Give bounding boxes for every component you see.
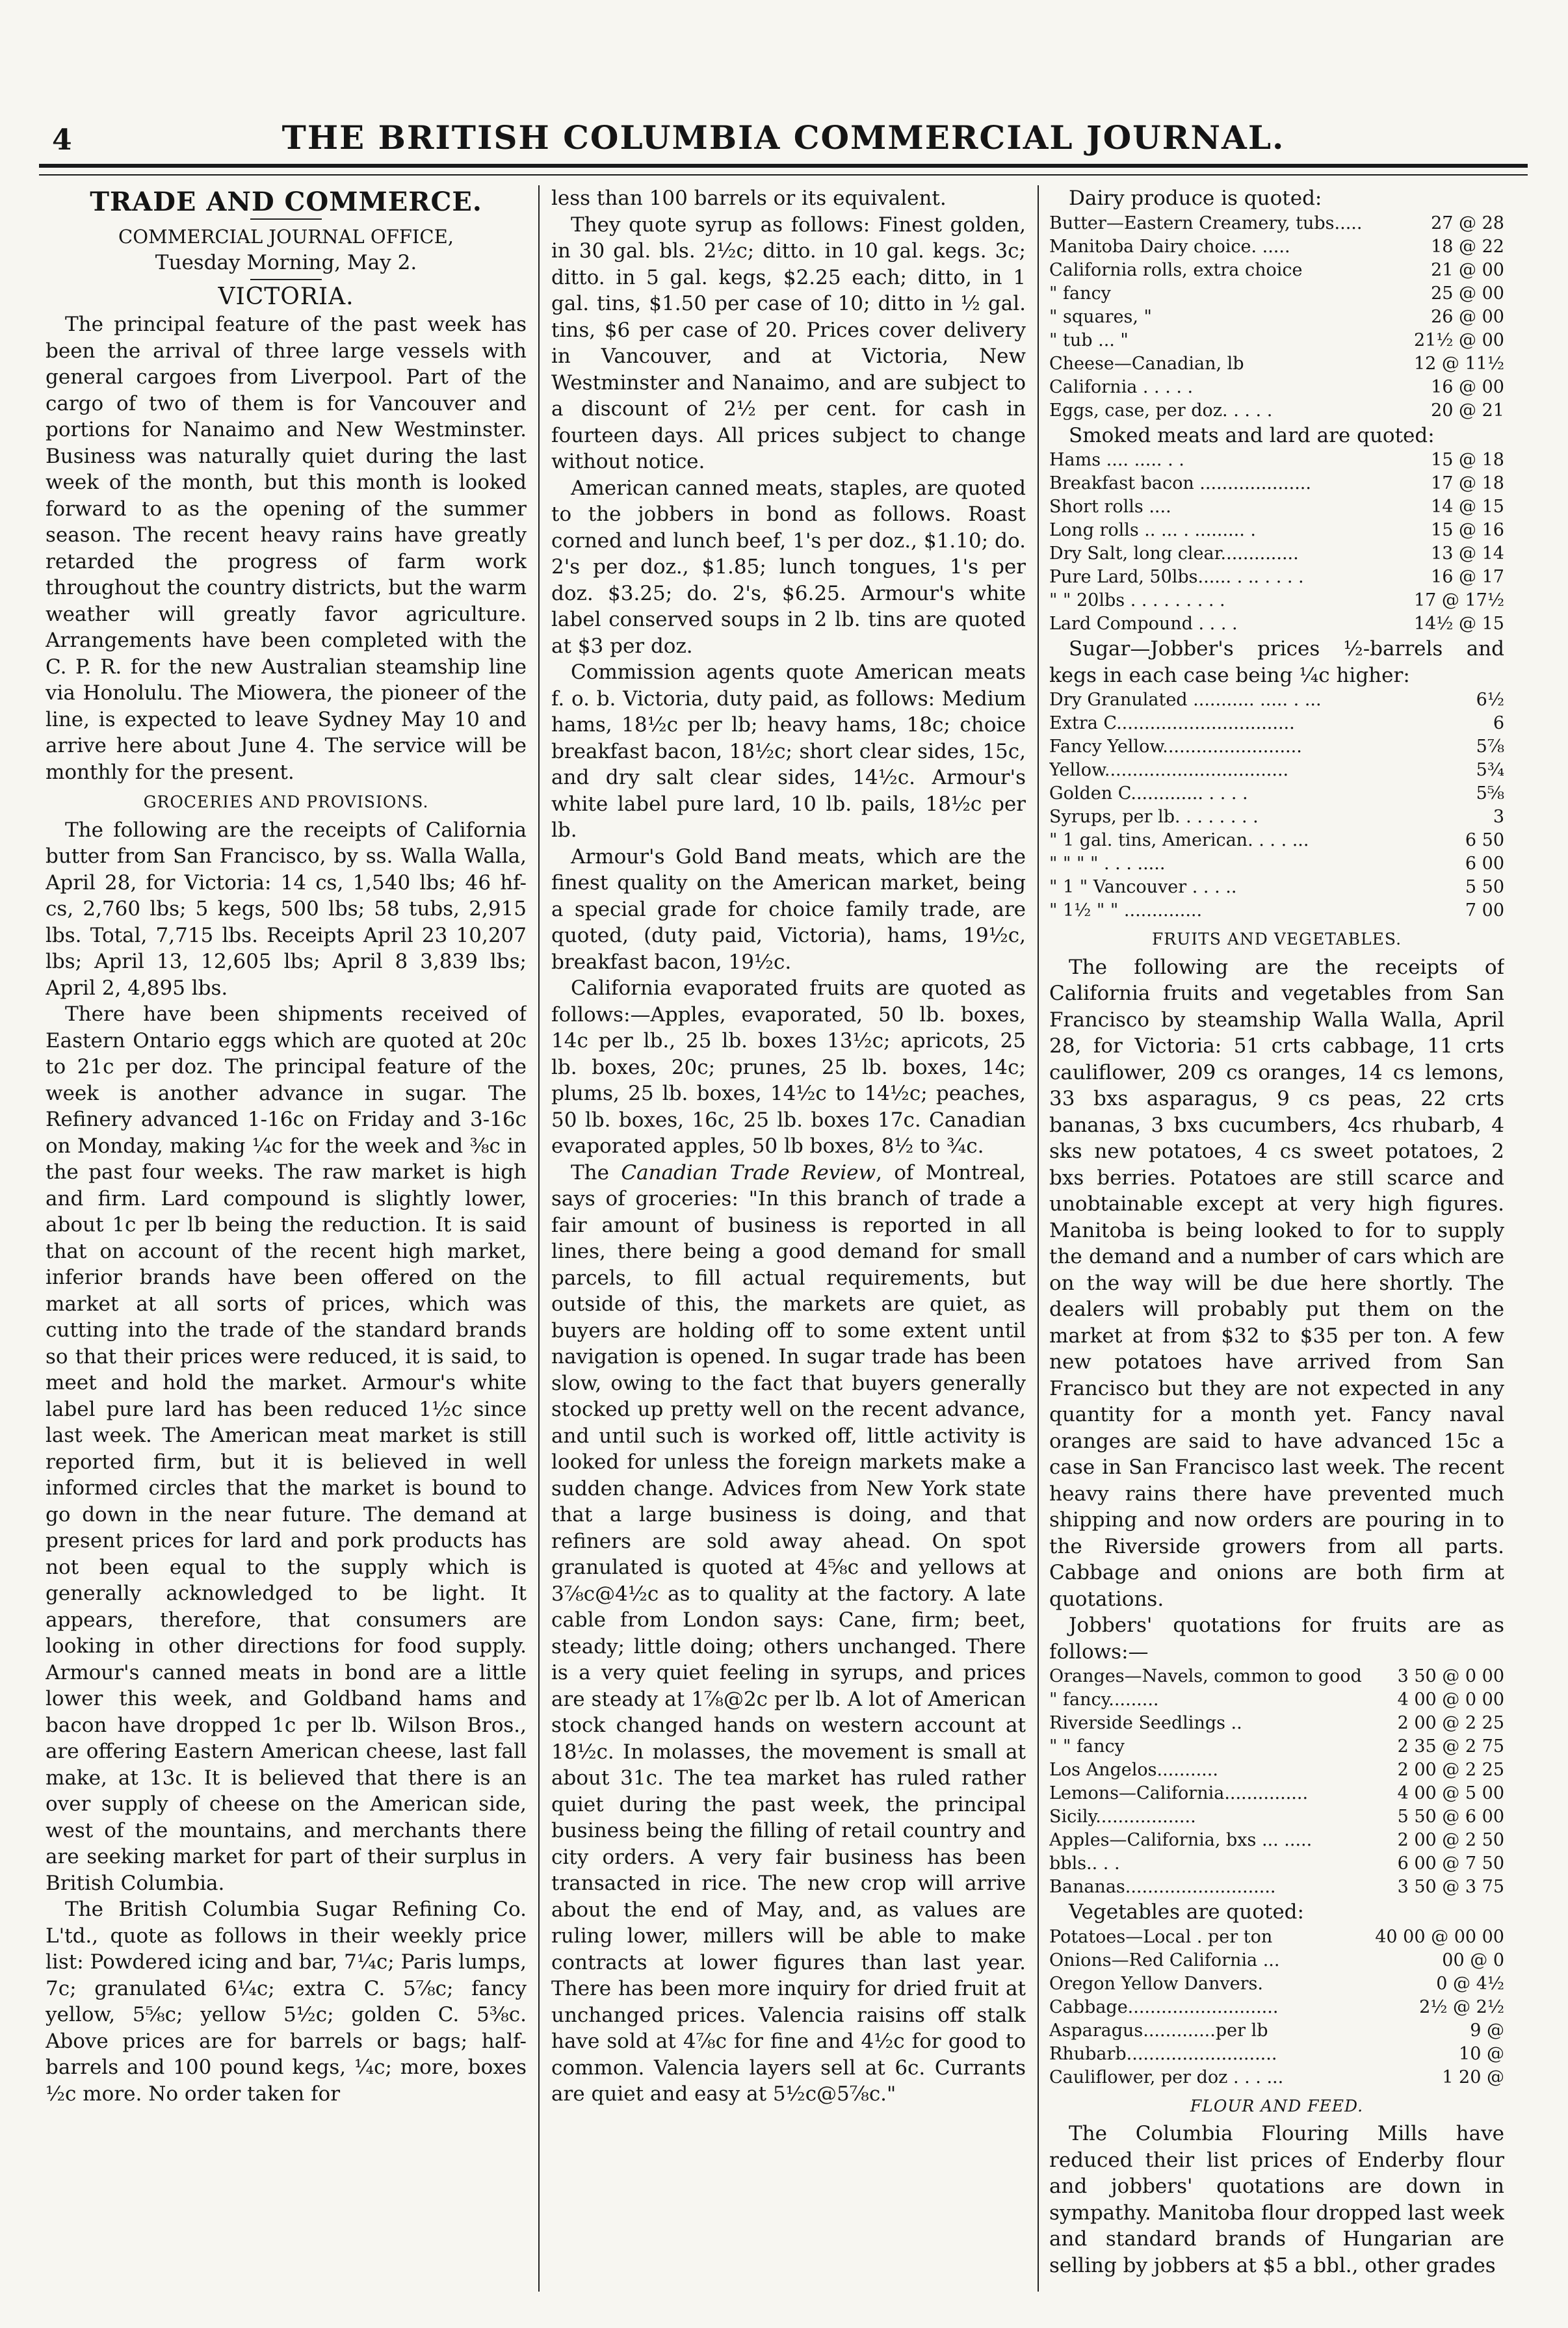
- publication-name: Canadian Trade Review: [621, 1160, 876, 1184]
- price-label: California . . . . .: [1049, 376, 1194, 397]
- sugar-price-list: [1049, 688, 1504, 922]
- date-rule: [250, 279, 322, 280]
- paragraph: [551, 1160, 1026, 2108]
- paragraph: The Columbia Flouring Mills have reduced their list prices of Enderby flour and jobbers' quotations are down in sympathy. Manitoba flour dropped last week and standard brands of Hungarian are selling by jobbers at $5 a bbl., other grades: [1049, 2122, 1504, 2277]
- price-label: Oranges—Navels, common to good: [1049, 1666, 1362, 1686]
- price-value: 5⅞: [1476, 737, 1504, 757]
- price-row: [1049, 589, 1504, 612]
- price-row: [1049, 1926, 1504, 1949]
- subsection-heading: FRUITS AND VEGETABLES.: [1151, 930, 1402, 948]
- price-label: " tub ... ": [1049, 330, 1129, 350]
- text-run: The: [571, 1160, 621, 1184]
- price-value: 2 35 @ 2 75: [1397, 1736, 1504, 1757]
- price-value: 2 00 @ 2 25: [1397, 1760, 1504, 1780]
- page-number: 4: [52, 124, 72, 157]
- price-label: Breakfast bacon ....................: [1049, 473, 1311, 493]
- price-value: 21½ @ 00: [1413, 330, 1504, 350]
- price-row: [1049, 329, 1504, 352]
- price-row: [1049, 1665, 1504, 1688]
- paragraph: The following are the receipts of California butter from San Francisco, by ss. Walla Walla, April 28, for Victoria: 14 cs, 1,540 lbs; 46 hf-cs, 2,760 lbs; 5 kegs, 500 lbs; 58 tubs, 2,915 lbs. Total, 7,715 lbs. Receipts April 23 10,207 lbs; April 13, 12,605 lbs; April 8 3,839 lbs; April 2, 4,895 lbs.: [46, 818, 527, 1000]
- price-value: 3: [1493, 807, 1504, 827]
- price-label: Rhubarb...........................: [1049, 2043, 1277, 2064]
- price-label: " squares, ": [1049, 306, 1152, 327]
- price-value: 0 @ 4½: [1436, 1973, 1504, 1994]
- price-label: Yellow.................................: [1049, 760, 1289, 780]
- price-label: " 1½ " " ..............: [1049, 900, 1203, 921]
- price-value: 6 00 @ 7 50: [1397, 1853, 1504, 1874]
- price-row: [1049, 1996, 1504, 2019]
- price-label: Butter—Eastern Creamery, tubs.....: [1049, 213, 1363, 233]
- column-1: [46, 185, 527, 2292]
- price-label: bbls.. . .: [1049, 1853, 1120, 1874]
- price-row: [1049, 805, 1504, 829]
- price-row: [1049, 735, 1504, 759]
- price-value: 15 @ 16: [1431, 520, 1504, 540]
- price-value: 20 @ 21: [1431, 400, 1504, 421]
- price-row: [1049, 1688, 1504, 1712]
- column-divider: [538, 185, 540, 2292]
- price-row: [1049, 829, 1504, 852]
- price-value: 3 50 @ 3 75: [1397, 1877, 1504, 1897]
- price-row: [1049, 712, 1504, 735]
- price-value: 9 @: [1470, 2020, 1504, 2041]
- price-label: Long rolls .. ... . ......... .: [1049, 520, 1256, 540]
- price-row: [1049, 1805, 1504, 1829]
- price-row: [1049, 235, 1504, 259]
- price-label: Potatoes—Local . per ton: [1049, 1926, 1273, 1947]
- paragraph: The principal feature of the past week has been the arrival of three large vessels with general cargoes from Liverpool. Part of the cargo of two of them is for Vancouver and portions for Nanaimo and New Westminster. Business was naturally quiet during the last week of the month, but this month is looked forward to as the opening of the summer season. The recent heavy rains have greatly retarded the progress of farm work throughout the country districts, but the warm weather will greatly favor agriculture. Arrangements have been completed with the C. P. R. for the new Australian steamship line via Honolulu. The Miowera, the pioneer of the line, is expected to leave Sydney May 10 and arrive here about June 4. The service will be monthly for the present.: [46, 313, 527, 784]
- price-label: Pure Lard, 50lbs...... . .. . . . .: [1049, 567, 1304, 587]
- price-label: Riverside Seedlings ..: [1049, 1713, 1242, 1733]
- price-value: 5 50 @ 6 00: [1397, 1807, 1504, 1827]
- price-value: 17 @ 18: [1431, 473, 1504, 493]
- price-row: [1049, 759, 1504, 782]
- price-value: 10 @: [1459, 2043, 1504, 2064]
- fruit-price-list: [1049, 1665, 1504, 1899]
- price-value: 21 @ 00: [1431, 259, 1504, 280]
- price-label: " fancy.........: [1049, 1690, 1159, 1710]
- price-row: [1049, 449, 1504, 472]
- text-run: , of Montreal, says of groceries: "In this branch of trade a fair amount of business is reported in all lines, there being a good demand for small parcels, to fill actual requirements, but outside of this, the markets are quiet, as buyers are holding off to some extent until navigation is opened. In sugar trade has been slow, owing to the fact that buyers generally stocked up pretty well on the recent advance, and until such is worked off, little activity is looked for unless the foreign markets make a sudden change. Advices from New York state that a large business is doing, and that refiners are sold away ahead. On spot granulated is quoted at 4⅝c and yellows at 3⅞c@4½c as to quality at the factory. A late cable from London says: Cane, firm; beet, steady; little doing; others unchanged. There is a very quiet feeling in syrups, and prices are steady at 1⅞@2c per lb. A lot of American stock changed hands on western account at 18½c. In molasses, the movement is small at about 31c. The tea market has ruled rather quiet during the past week, the principal business being the filling of retail country and city orders. A very fair business has been transacted in rice. The new crop will arrive about the end of May, and, as values are ruling lower, millers will be able to make contracts at lower figures than last year. There has been more inquiry for dried fruit at unchanged prices. Valencia raisins off stalk have sold at 4⅞c for fine and 4½c for good to common. Valencia layers sell at 6c. Currants are quiet and easy at 5½c@5⅞c.": [551, 1160, 1026, 2106]
- price-row: [1049, 472, 1504, 495]
- price-row: [1049, 688, 1504, 712]
- price-row: [1049, 566, 1504, 589]
- title-rule: [250, 218, 322, 220]
- price-row: [1049, 1782, 1504, 1805]
- price-label: Cheese—Canadian, lb: [1049, 353, 1244, 374]
- subsection-heading: GROCERIES AND PROVISIONS.: [143, 792, 429, 811]
- price-label: Los Angelos...........: [1049, 1760, 1218, 1780]
- table-heading: Dairy produce is quoted:: [1069, 187, 1322, 210]
- price-row: [1049, 399, 1504, 423]
- price-row: [1049, 899, 1504, 922]
- smoked-meats-price-list: [1049, 449, 1504, 636]
- price-row: [1049, 282, 1504, 306]
- price-row: [1049, 212, 1504, 235]
- price-row: [1049, 495, 1504, 519]
- price-row: [1049, 1876, 1504, 1899]
- price-row: [1049, 306, 1504, 329]
- paragraph: There have been shipments received of Eastern Ontario eggs which are quoted at 20c to 21c per doz. The principal feature of the week is another advance in sugar. The Refinery advanced 1-16c on Friday and 3-16c on Monday, making ¼c for the week and ⅜c in the past four weeks. The raw market is high and firm. Lard compound is slightly lower, about 1c per lb being the reduction. It is said that on account of the recent high market, inferior brands have been offered on the market at all sorts of prices, which was cutting into the trade of the standard brands so that their prices were reduced, it is said, to meet and hold the market. Armour's white label pure lard has been reduced 1½c since last week. The American meat market is still reported firm, but it is believed in well informed circles that the market is bound to go down in the near future. The demand at present prices for lard and pork products has not been equal to the supply which is generally acknowledged to be light. It appears, therefore, that consumers are looking in other directions for food supply. Armour's canned meats in bond are a little lower this week, and Goldband hams and bacon have dropped 1c per lb. Wilson Bros., are offering Eastern American cheese, last fall make, at 13c. It is believed that there is an over supply of cheese on the American side, west of the mountains, and merchants there are seeking market for part of their surplus in British Columbia.: [46, 1002, 527, 1895]
- paragraph: They quote syrup as follows: Finest golden, in 30 gal. bls. 2½c; ditto. in 10 gal. kegs. 3c; ditto. in 5 gal. kegs, $2.25 each; ditto, in 1 gal. tins, $1.50 per case of 10; ditto in ½ gal. tins, $6 per case of 20. Prices cover delivery in Vancouver, and at Victoria, New Westminster and Nanaimo, and are subject to a discount of 2½ per cent. for cash in fourteen days. All prices subject to change without notice.: [551, 213, 1026, 473]
- price-row: [1049, 612, 1504, 636]
- paragraph: Armour's Gold Band meats, which are the finest quality on the American market, being a special grade for choice family trade, are quoted, (duty paid, Victoria), hams, 19½c, breakfast bacon, 19½c.: [551, 844, 1026, 974]
- paragraph: California evaporated fruits are quoted as follows:—Apples, evaporated, 50 lb. boxes, 14c per lb., 25 lb. boxes 13½c; apricots, 25 lb. boxes, 20c; prunes, 25 lb. boxes, 14c; plums, 25 lb. boxes, 14½c to 14½c; peaches, 50 lb. boxes, 16c, 25 lb. boxes 17c. Canadian evaporated apples, 50 lb boxes, 8½ to ¾c.: [551, 976, 1026, 1158]
- price-row: [1049, 2043, 1504, 2066]
- paragraph: The following are the receipts of California fruits and vegetables from San Francisco by steamship Walla Walla, April 28, for Victoria: 51 crts cabbage, 11 crts cauliflower, 209 cs oranges, 14 cs lemons, 33 bxs asparagus, 9 cs peas, 22 crts bananas, 3 bxs cucumbers, 4cs rhubarb, 4 sks new potatoes, 4 cs sweet potatoes, 2 bxs berries. Potatoes are still scarce and unobtainable except at very high figures. Manitoba is being looked to for to supply the demand and a number of cars which are on the way will be due here shortly. The dealers will probably put them on the market at from $32 to $35 per ton. A few new potatoes have arrived from San Francisco but they are not expected in any quantity for a month yet. Fancy naval oranges are said to have advanced 15c a case in San Francisco last week. The recent heavy rains there have prevented much shipping and now orders are pouring in to the Riverside growers from all parts. Cabbage and onions are both firm at quotations.: [1049, 955, 1504, 1611]
- price-label: Lard Compound . . . .: [1049, 614, 1238, 634]
- price-value: 4 00 @ 5 00: [1397, 1783, 1504, 1803]
- price-row: [1049, 1852, 1504, 1876]
- price-label: Lemons—California...............: [1049, 1783, 1309, 1803]
- price-label: Dry Salt, long clear..............: [1049, 543, 1299, 564]
- price-row: [1049, 1949, 1504, 1972]
- column-2: [551, 185, 1026, 2292]
- price-label: Dry Granulated ........... ..... . ...: [1049, 690, 1322, 710]
- page-header: [39, 111, 1528, 163]
- city-heading: VICTORIA.: [218, 283, 354, 310]
- price-label: " " fancy: [1049, 1736, 1125, 1757]
- price-label: Extra C................................: [1049, 713, 1295, 733]
- price-label: Bananas...........................: [1049, 1877, 1276, 1897]
- price-label: Fancy Yellow.........................: [1049, 737, 1302, 757]
- paragraph: American canned meats, staples, are quoted to the jobbers in bond as follows. Roast corned and lunch beef, 1's per doz., $1.10; do. 2's per doz., $1.85; lunch tongues, 1's per doz. $3.25; do. 2's, $6.25. Armour's white label conserved soups in 2 lb. tins are quoted at $3 per doz.: [551, 476, 1026, 658]
- price-value: 4 00 @ 0 00: [1397, 1690, 1504, 1710]
- price-value: 5 50: [1465, 877, 1504, 897]
- price-value: 17 @ 17½: [1413, 590, 1504, 610]
- price-row: [1049, 2019, 1504, 2043]
- price-value: 2 00 @ 2 50: [1397, 1830, 1504, 1850]
- price-value: 27 @ 28: [1431, 213, 1504, 233]
- price-value: 13 @ 14: [1431, 543, 1504, 564]
- price-value: 2 00 @ 2 25: [1397, 1713, 1504, 1733]
- price-row: [1049, 1735, 1504, 1759]
- table-heading: Sugar—Jobber's prices ½-barrels and kegs in each case being ¼c higher:: [1049, 637, 1504, 687]
- price-row: [1049, 1712, 1504, 1735]
- price-value: 26 @ 00: [1431, 306, 1504, 327]
- price-row: [1049, 2066, 1504, 2089]
- dairy-price-list: [1049, 212, 1504, 423]
- dateline: Tuesday Morning, May 2.: [155, 251, 417, 274]
- price-label: " " " " . . . .....: [1049, 854, 1166, 874]
- price-value: 12 @ 11½: [1413, 353, 1504, 374]
- price-value: 16 @ 00: [1431, 376, 1504, 397]
- price-row: [1049, 519, 1504, 542]
- price-value: 5¾: [1476, 760, 1504, 780]
- paragraph: The British Columbia Sugar Refining Co. L'td., quote as follows in their weekly price list: Powdered icing and bar, 7¼c; Paris lumps, 7c; granulated 6¼c; extra C. 5⅞c; fancy yellow, 5⅝c; yellow 5½c; golden C. 5⅜c. Above prices are for barrels or bags; half-barrels and 100 pound kegs, ¼c; more, boxes ½c more. No order taken for: [46, 1898, 527, 2106]
- price-label: Manitoba Dairy choice. .....: [1049, 236, 1290, 257]
- price-value: 6 50: [1465, 830, 1504, 850]
- price-label: Apples—California, bxs ... .....: [1049, 1830, 1313, 1850]
- price-row: [1049, 1972, 1504, 1996]
- price-value: 40 00 @ 00 00: [1375, 1926, 1504, 1947]
- price-value: 16 @ 17: [1431, 567, 1504, 587]
- price-row: [1049, 1829, 1504, 1852]
- price-value: 6 00: [1465, 854, 1504, 874]
- price-value: 6½: [1476, 690, 1504, 710]
- price-value: 18 @ 22: [1431, 236, 1504, 257]
- price-row: [1049, 259, 1504, 282]
- price-value: 15 @ 18: [1431, 450, 1504, 470]
- price-value: 7 00: [1465, 900, 1504, 921]
- price-label: " " 20lbs . . . . . . . . .: [1049, 590, 1225, 610]
- header-rule: [39, 164, 1528, 168]
- price-row: [1049, 876, 1504, 899]
- price-label: Asparagus.............per lb: [1049, 2020, 1268, 2041]
- price-label: Golden C............. . . . .: [1049, 783, 1248, 804]
- price-label: Oregon Yellow Danvers.: [1049, 1973, 1263, 1994]
- price-row: [1049, 1759, 1504, 1782]
- price-label: " 1 gal. tins, American. . . . ...: [1049, 830, 1309, 850]
- header-rule-thin: [39, 174, 1528, 176]
- price-label: Eggs, case, per doz. . . . .: [1049, 400, 1273, 421]
- price-label: Sicily..................: [1049, 1807, 1196, 1827]
- price-value: 3 50 @ 0 00: [1397, 1666, 1504, 1686]
- price-label: Syrups, per lb. . . . . . . .: [1049, 807, 1259, 827]
- price-value: 14 @ 15: [1431, 497, 1504, 517]
- journal-title: THE BRITISH COLUMBIA COMMERCIAL JOURNAL.: [281, 118, 1285, 157]
- price-value: 2½ @ 2½: [1419, 1996, 1504, 2017]
- column-3: [1049, 185, 1504, 2292]
- subsection-heading: FLOUR AND FEED.: [1190, 2096, 1364, 2115]
- column-divider: [1038, 185, 1039, 2292]
- price-value: 6: [1493, 713, 1504, 733]
- price-label: Onions—Red California ...: [1049, 1950, 1280, 1970]
- section-title: TRADE AND COMMERCE.: [90, 187, 482, 217]
- price-row: [1049, 542, 1504, 566]
- price-row: [1049, 852, 1504, 876]
- price-row: [1049, 352, 1504, 376]
- vegetable-price-list: [1049, 1926, 1504, 2089]
- price-value: 00 @ 0: [1442, 1950, 1504, 1970]
- price-value: 5⅝: [1476, 783, 1504, 804]
- office-line: COMMERCIAL JOURNAL OFFICE,: [118, 225, 454, 248]
- table-heading: Jobbers' quotations for fruits are as follows:—: [1049, 1614, 1504, 1664]
- price-value: 14½ @ 15: [1413, 614, 1504, 634]
- price-label: Cauliflower, per doz . . . ...: [1049, 2067, 1284, 2087]
- price-label: California rolls, extra choice: [1049, 259, 1303, 280]
- paragraph: less than 100 barrels or its equivalent.: [551, 187, 947, 210]
- price-value: 25 @ 00: [1431, 283, 1504, 304]
- table-heading: Smoked meats and lard are quoted:: [1069, 423, 1435, 447]
- table-heading: Vegetables are quoted:: [1069, 1900, 1304, 1924]
- price-value: 1 20 @: [1442, 2067, 1504, 2087]
- price-label: Cabbage...........................: [1049, 1996, 1279, 2017]
- price-label: Hams .... ..... . .: [1049, 450, 1184, 470]
- paragraph: Commission agents quote American meats f. o. b. Victoria, duty paid, as follows: Medium hams, 18½c per lb; heavy hams, 18c; choice breakfast bacon, 18½c; short clear sides, 15c, and dry salt clear sides, 14½c. Armour's white label pure lard, 10 lb. pails, 18½c per lb.: [551, 660, 1026, 842]
- price-label: " fancy: [1049, 283, 1111, 304]
- price-row: [1049, 376, 1504, 399]
- price-row: [1049, 782, 1504, 805]
- price-label: Short rolls ....: [1049, 497, 1171, 517]
- price-label: " 1 " Vancouver . . . ..: [1049, 877, 1237, 897]
